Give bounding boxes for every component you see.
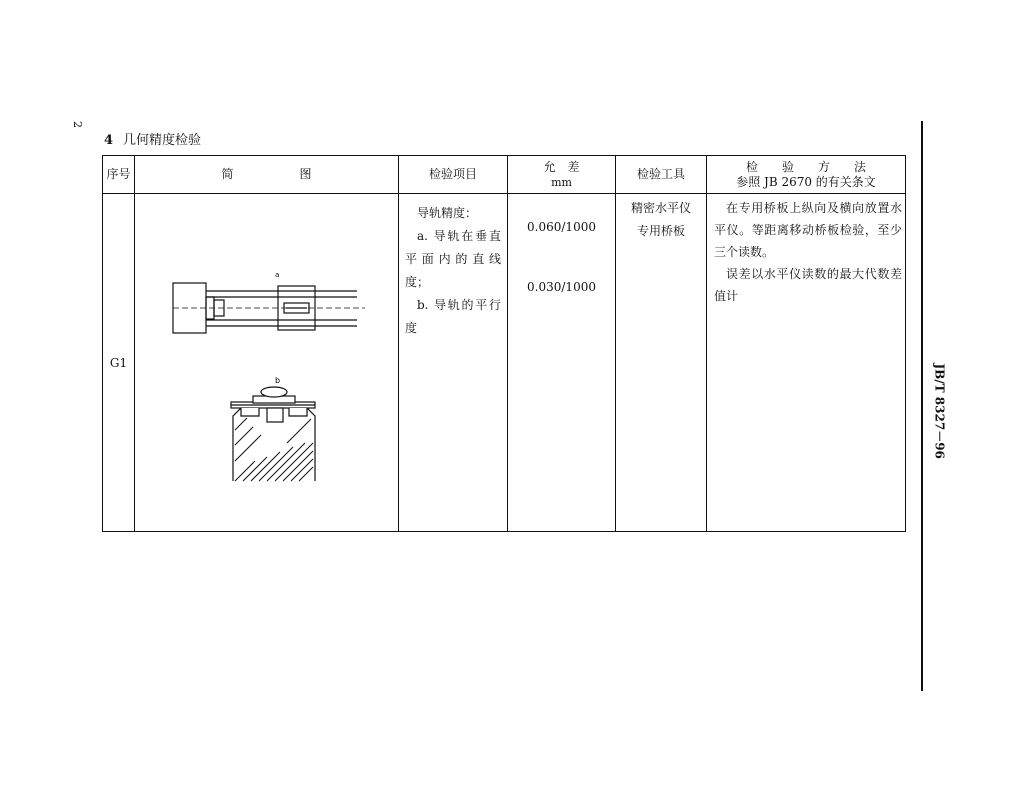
sketch-b-drawing — [231, 387, 315, 481]
inspection-table — [102, 155, 906, 532]
table-row — [103, 194, 906, 532]
header-sketch-char-2: 图 — [299, 167, 312, 181]
section-number: 4 — [104, 133, 114, 148]
item-a-line-3: 度； — [405, 275, 430, 289]
margin-rule — [921, 121, 923, 691]
sketch-label-a: a — [275, 271, 280, 279]
method-paragraph-2: 误差以水平仪读数的最大代数差值计 — [714, 267, 902, 303]
header-tolerance — [508, 156, 616, 194]
sketch-cell — [135, 194, 399, 532]
standard-code: JB/T 8327－96 — [932, 363, 947, 459]
method-paragraph-1: 在专用桥板上纵向及横向放置水平仪。等距离移动桥板检验，至少三个读数。 — [714, 201, 902, 259]
header-tolerance-unit: mm — [551, 175, 572, 189]
sketch-label-b: b — [275, 376, 281, 385]
header-method-label: 检 验 方 法 — [745, 159, 866, 174]
header-tool: 检验工具 — [616, 156, 707, 194]
row-seq: G1 — [103, 194, 135, 532]
item-cell — [399, 194, 508, 532]
tolerance-b: 0.030/1000 — [527, 280, 596, 294]
section-heading — [104, 129, 201, 148]
section-title: 几何精度检验 — [123, 133, 202, 148]
header-sketch-char-1: 简 — [221, 167, 234, 181]
tool-line-2: 专用桥板 — [636, 224, 685, 238]
item-b-line-2: 度 — [405, 321, 418, 335]
page-number: 2 — [71, 121, 84, 128]
tool-cell — [616, 194, 707, 532]
sketch-a-drawing — [173, 283, 365, 333]
tolerance-cell — [508, 194, 616, 532]
header-tolerance-label: 允 差 — [543, 159, 580, 174]
item-title: 导轨精度： — [417, 206, 478, 220]
item-b-line-1: b. 导轨的平行 — [417, 298, 501, 312]
header-item: 检验项目 — [399, 156, 508, 194]
method-cell — [707, 194, 906, 532]
header-seq: 序号 — [103, 156, 135, 194]
header-sketch — [135, 156, 399, 194]
item-a-line-1: a. 导轨在垂直 — [417, 229, 501, 243]
tolerance-a: 0.060/1000 — [527, 220, 596, 234]
item-a-line-2: 平面内的直线 — [405, 252, 501, 266]
tool-line-1: 精密水平仪 — [630, 201, 691, 215]
guide-rail-sketch — [135, 194, 399, 528]
header-method-sub: 参照 JB 2670 的有关条文 — [736, 174, 876, 189]
header-method — [707, 156, 906, 194]
table-header-row — [103, 156, 906, 194]
